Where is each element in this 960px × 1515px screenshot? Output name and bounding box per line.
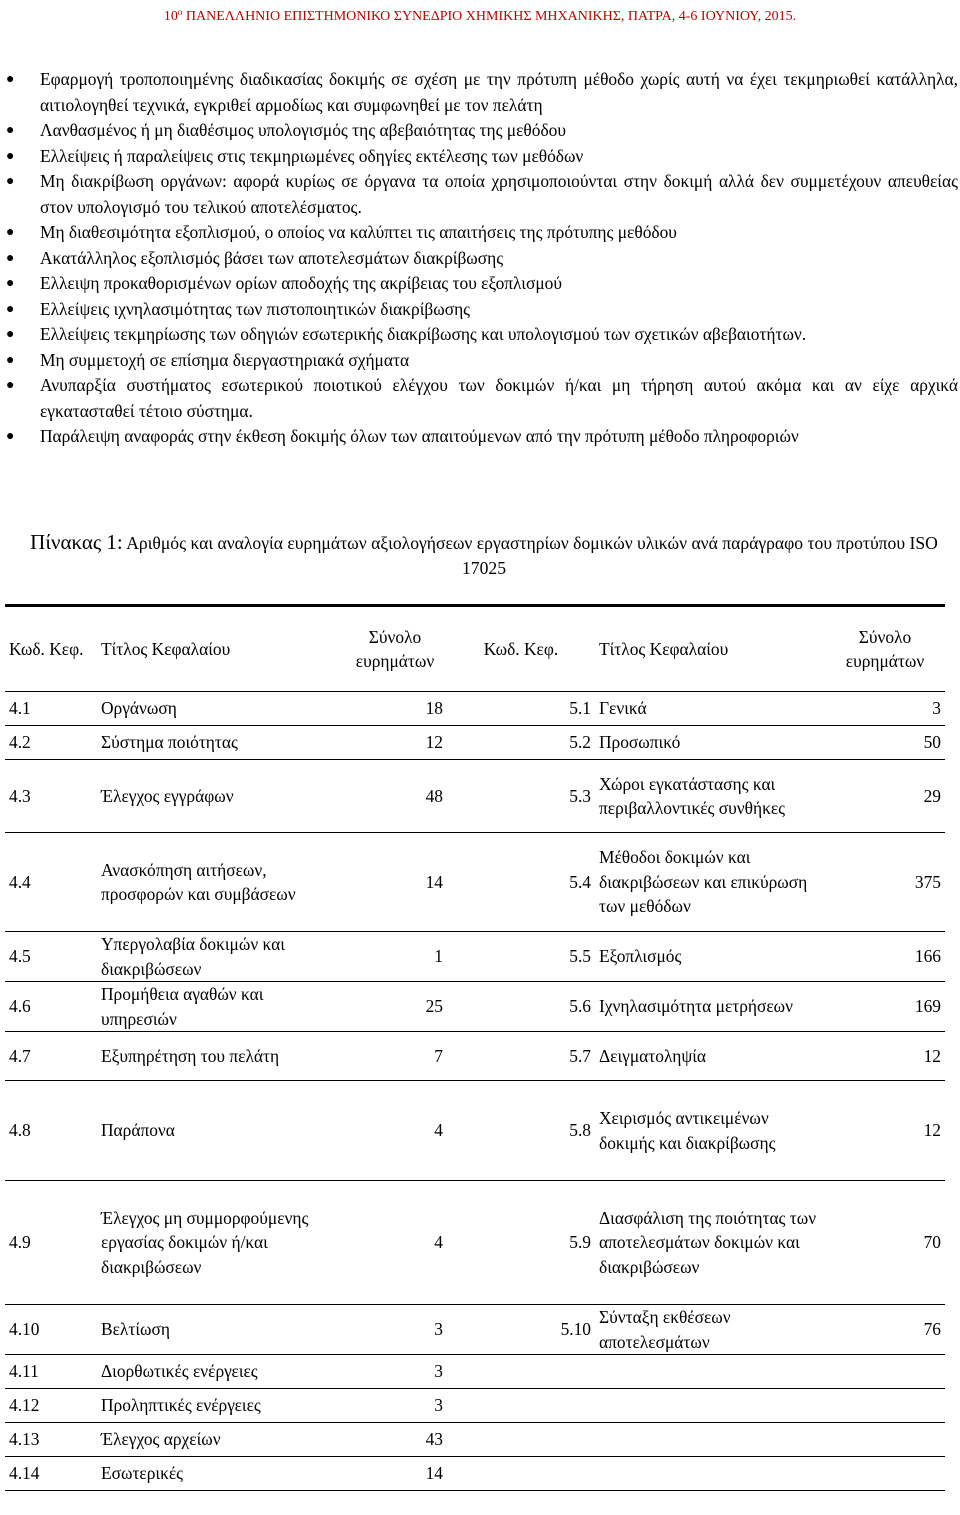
bullet-icon: ● <box>6 327 15 342</box>
table-row <box>5 1032 945 1081</box>
bullet-text: Ακατάλληλος εξοπλισμός βάσει των αποτελεσμάτων διακρίβωσης <box>40 247 504 268</box>
table-caption-label: Πίνακας 1: <box>30 530 123 554</box>
bullet-item <box>0 67 960 118</box>
chapter-code <box>447 1389 595 1423</box>
findings-count: 70 <box>923 1232 941 1253</box>
header-total-2: Σύνολο ευρημάτων <box>825 607 945 692</box>
table-row <box>5 1181 945 1305</box>
bullet-text: Ελλείψεις ή παραλείψεις στις τεκμηριωμένες οδηγίες εκτέλεσης των μεθόδων <box>40 145 584 166</box>
chapter-code <box>447 1457 595 1491</box>
chapter-title: Παράπονα <box>101 1120 175 1141</box>
chapter-title: Ιχνηλασιμότητα μετρήσεων <box>599 996 793 1017</box>
page-header <box>0 0 960 24</box>
table-row <box>5 1423 945 1457</box>
findings-table <box>5 607 945 1491</box>
chapter-title: Διορθωτικές ενέργειες <box>101 1361 258 1382</box>
chapter-code: 4.8 <box>9 1120 31 1141</box>
chapter-code: 4.13 <box>9 1429 40 1450</box>
chapter-code: 4.12 <box>9 1395 40 1416</box>
chapter-title: Έλεγχος εγγράφων <box>101 785 234 806</box>
bullet-icon: ● <box>6 276 15 291</box>
header-total-1: Σύνολο ευρημάτων <box>343 607 447 692</box>
chapter-code: 5.10 <box>560 1319 591 1340</box>
findings-count: 14 <box>425 871 443 892</box>
bullet-item <box>0 169 960 220</box>
findings-count: 7 <box>434 1045 443 1066</box>
chapter-title <box>595 1355 825 1389</box>
bullet-text: Ανυπαρξία συστήματος εσωτερικού ποιοτικού ελέγχου των δοκιμών ή/και μη τήρηση αυτού ακόμα και αν είχε αρχικά εγκατασταθεί τέτοιο σύστημα. <box>40 375 958 421</box>
table-row <box>5 760 945 833</box>
table-row <box>5 692 945 726</box>
chapter-title: Έλεγχος αρχείων <box>101 1429 221 1450</box>
chapter-code: 4.6 <box>9 996 31 1017</box>
table-row <box>5 726 945 760</box>
chapter-title: Βελτίωση <box>101 1319 170 1340</box>
chapter-code: 5.7 <box>569 1045 591 1066</box>
findings-count: 12 <box>923 1045 941 1066</box>
findings-count <box>825 1457 945 1491</box>
findings-count: 29 <box>923 785 941 806</box>
bullet-icon: ● <box>6 174 15 189</box>
chapter-title: Δειγματοληψία <box>599 1045 707 1066</box>
bullet-text: Μη διαθεσιμότητα εξοπλισμού, ο οποίος να καλύπτει τις απαιτήσεις της πρότυπης μεθόδου <box>40 222 677 242</box>
findings-count: 14 <box>425 1463 443 1484</box>
findings-count: 3 <box>434 1361 443 1382</box>
chapter-title: Προμήθεια αγαθών και υπηρεσιών <box>101 984 264 1029</box>
findings-count: 18 <box>425 698 443 719</box>
chapter-code: 4.4 <box>9 871 31 892</box>
bullet-item <box>0 424 960 450</box>
header-title-1: Τίτλος Κεφαλαίου <box>97 607 343 692</box>
findings-count: 169 <box>914 996 941 1017</box>
bullet-text: Ελλείψεις ιχνηλασιμότητας των πιστοποιητικών διακρίβωσης <box>40 298 471 319</box>
table-row <box>5 982 945 1032</box>
bullet-item <box>0 348 960 374</box>
chapter-title: Εξοπλισμός <box>599 946 682 967</box>
findings-count <box>825 1355 945 1389</box>
findings-count: 375 <box>914 871 941 892</box>
findings-count: 12 <box>923 1120 941 1141</box>
chapter-title: Προληπτικές ενέργειες <box>101 1395 261 1416</box>
chapter-code: 5.5 <box>569 946 591 967</box>
bullet-icon: ● <box>6 225 15 240</box>
chapter-title: Οργάνωση <box>101 698 177 719</box>
bullet-item <box>0 373 960 424</box>
chapter-title: Ανασκόπηση αιτήσεων, προσφορών και συμβάσεων <box>101 859 296 904</box>
findings-count: 3 <box>932 698 941 719</box>
findings-bullet-list <box>0 67 960 450</box>
chapter-code: 5.9 <box>569 1232 591 1253</box>
header-text: ΠΑΝΕΛΛΗΝΙΟ ΕΠΙΣΤΗΜΟΝΙΚΟ ΣΥΝΕΔΡΙΟ ΧΗΜΙΚΗΣ ΜΗΧΑΝΙΚΗΣ, ΠΑΤΡΑ, 4-6 ΙΟΥΝΙΟΥ, 2015. <box>182 9 797 24</box>
findings-count: 4 <box>434 1232 443 1253</box>
bullet-item <box>0 144 960 170</box>
table-caption-text: Αριθμός και αναλογία ευρημάτων αξιολογήσεων εργαστηρίων δομικών υλικών ανά παράγραφο του προτύπου ISO 17025 <box>122 533 938 578</box>
chapter-code: 5.4 <box>569 871 591 892</box>
chapter-title: Γενικά <box>599 698 647 719</box>
table-header-row <box>5 607 945 692</box>
chapter-code: 5.3 <box>569 785 591 806</box>
table-caption <box>14 530 954 581</box>
table-row <box>5 1457 945 1491</box>
table-row <box>5 833 945 932</box>
bullet-item <box>0 322 960 348</box>
bullet-text: Μη διακρίβωση οργάνων: αφορά κυρίως σε όργανα τα οποία χρησιμοποιούνται στην δοκιμή αλλά δεν συμμετέχουν απευθείας στον υπολογισμό του τελικού αποτελέσματος. <box>40 171 958 217</box>
bullet-icon: ● <box>6 429 15 444</box>
chapter-code: 5.2 <box>569 732 591 753</box>
findings-count: 50 <box>923 732 941 753</box>
bullet-text: Εφαρμογή τροποποιημένης διαδικασίας δοκιμής σε σχέση με την πρότυπη μέθοδο χωρίς αυτή να έχει τεκμηριωθεί κατάλληλα, αιτιολογηθεί τεχνικά, εγκριθεί αρμοδίως και συμφωνηθεί με τον πελάτη <box>40 69 958 115</box>
chapter-code: 4.7 <box>9 1045 31 1066</box>
bullet-item <box>0 271 960 297</box>
bullet-text: Λανθασμένος ή μη διαθέσιμος υπολογισμός της αβεβαιότητας της μεθόδου <box>40 120 566 140</box>
findings-count: 1 <box>434 946 443 967</box>
header-code-1: Κωδ. Κεφ. <box>5 607 97 692</box>
chapter-title: Διασφάλιση της ποιότητας των αποτελεσμάτων δοκιμών και διακριβώσεων <box>599 1207 817 1277</box>
table-row <box>5 1081 945 1181</box>
chapter-code: 5.6 <box>569 996 591 1017</box>
chapter-code: 4.11 <box>9 1361 39 1382</box>
chapter-title: Προσωπικό <box>599 732 681 753</box>
chapter-code: 5.1 <box>569 698 591 719</box>
chapter-title: Σύστημα ποιότητας <box>101 732 238 753</box>
bullet-icon: ● <box>6 123 15 138</box>
table-row <box>5 1389 945 1423</box>
findings-count: 76 <box>923 1319 941 1340</box>
findings-count: 3 <box>434 1395 443 1416</box>
bullet-icon: ● <box>6 148 15 164</box>
findings-count: 3 <box>434 1319 443 1340</box>
bullet-text: Μη συμμετοχή σε επίσημα διεργαστηριακά σχήματα <box>40 349 410 370</box>
table-row <box>5 932 945 982</box>
header-title-2: Τίτλος Κεφαλαίου <box>595 607 825 692</box>
chapter-code: 4.2 <box>9 732 31 753</box>
chapter-code: 4.1 <box>9 698 31 719</box>
header-code-2: Κωδ. Κεφ. <box>447 607 595 692</box>
findings-count: 48 <box>425 785 443 806</box>
bullet-icon: ● <box>6 352 15 368</box>
bullet-icon: ● <box>6 72 15 87</box>
findings-count <box>825 1389 945 1423</box>
bullet-item <box>0 246 960 272</box>
chapter-title: Υπεργολαβία δοκιμών και διακριβώσεων <box>101 934 285 979</box>
chapter-code: 5.8 <box>569 1120 591 1141</box>
chapter-code: 4.10 <box>9 1319 40 1340</box>
findings-count <box>825 1423 945 1457</box>
chapter-code: 4.14 <box>9 1463 40 1484</box>
findings-count: 166 <box>914 946 941 967</box>
chapter-title: Εξυπηρέτηση του πελάτη <box>101 1045 280 1066</box>
bullet-item <box>0 220 960 246</box>
chapter-title: Χώροι εγκατάστασης και περιβαλλοντικές συνθήκες <box>599 773 786 818</box>
bullet-icon: ● <box>6 378 15 393</box>
chapter-code <box>447 1423 595 1457</box>
bullet-item <box>0 118 960 144</box>
findings-count: 4 <box>434 1120 443 1141</box>
chapter-title <box>595 1457 825 1491</box>
bullet-text: Ελλείψεις τεκμηρίωσης των οδηγιών εσωτερικής διακρίβωσης και υπολογισμού των σχετικών αβεβαιοτήτων. <box>40 324 807 344</box>
findings-count: 25 <box>425 996 443 1017</box>
findings-count: 43 <box>425 1429 443 1450</box>
chapter-code: 4.9 <box>9 1232 31 1253</box>
table-row <box>5 1305 945 1355</box>
chapter-title <box>595 1423 825 1457</box>
table-row <box>5 1355 945 1389</box>
chapter-title: Εσωτερικές <box>101 1463 184 1484</box>
chapter-title <box>595 1389 825 1423</box>
chapter-title: Έλεγχος μη συμμορφούμενης εργασίας δοκιμών ή/και διακριβώσεων <box>101 1207 309 1277</box>
chapter-title: Σύνταξη εκθέσεων αποτελεσμάτων <box>599 1307 731 1352</box>
bullet-item <box>0 297 960 323</box>
chapter-title: Χειρισμός αντικειμένων δοκιμής και διακρίβωσης <box>599 1108 776 1153</box>
bullet-icon: ● <box>6 250 15 266</box>
findings-count: 12 <box>425 732 443 753</box>
chapter-code: 4.3 <box>9 785 31 806</box>
bullet-text: Ελλειψη προκαθορισμένων ορίων αποδοχής της ακρίβειας του εξοπλισμού <box>40 273 562 293</box>
chapter-title: Μέθοδοι δοκιμών και διακριβώσεων και επικύρωση των μεθόδων <box>599 847 808 917</box>
chapter-code: 4.5 <box>9 946 31 967</box>
bullet-icon: ● <box>6 301 15 317</box>
bullet-text: Παράλειψη αναφοράς στην έκθεση δοκιμής όλων των απαιτούμενων από την πρότυπη μέθοδο πληροφοριών <box>40 426 799 446</box>
chapter-code <box>447 1355 595 1389</box>
header-ordinal: 10 <box>163 9 178 24</box>
header-ordinal-suffix: ο <box>177 7 183 17</box>
